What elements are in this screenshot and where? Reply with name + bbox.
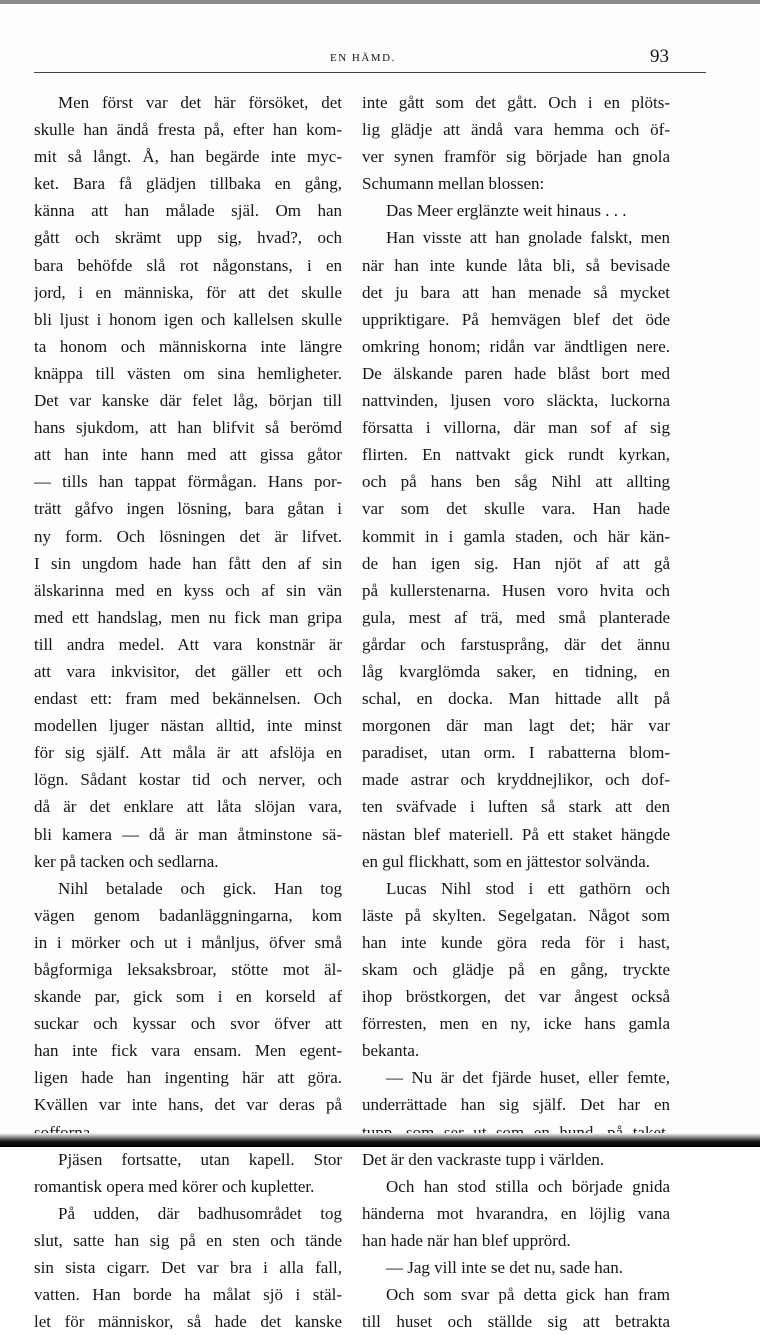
text-line: Kvällen var inte hans, det var deras på — [34, 1095, 342, 1115]
text-line: var som det skulle vara. Han hade — [362, 499, 670, 519]
text-line: bli ljust i honom igen och kallelsen skulle — [34, 309, 342, 329]
text-line: Det är den vackraste tupp i världen. — [362, 1149, 605, 1169]
text-line: knäppa till västen om sina hemligheter. — [34, 363, 342, 383]
text-line: ten sväfvade i luften så stark att den — [362, 797, 670, 817]
text-line: hans sjukdom, att han blifvit så berömd — [34, 418, 342, 438]
text-line: Men först var det här försöket, det — [58, 93, 342, 112]
text-line: ker på tacken och sedlarna. — [34, 851, 219, 871]
text-line: endast ett: fram med bekännelsen. Och — [34, 689, 342, 709]
text-line: — Nu är det fjärde huset, eller femte, — [386, 1068, 670, 1088]
text-line: då är det enklare att låta slöjan vara, — [34, 797, 342, 817]
text-line: när han inte kunde låta bli, så bevisade — [362, 255, 670, 275]
text-line: Lucas Nihl stod i ett gathörn och — [386, 878, 670, 898]
text-line: skam och glädje på en gång, tryckte — [362, 960, 670, 979]
text-line: han hade när han blef upprörd. — [362, 1230, 571, 1250]
text-line: ligen hade han ingenting här att göra. — [34, 1068, 342, 1088]
text-line: lig glädje att ändå vara hemma och öf- — [362, 120, 670, 140]
text-line: — Jag vill inte se det nu, sade han. — [386, 1258, 624, 1278]
text-line: let för människor, så hade det kanske — [34, 1312, 342, 1332]
text-line: Han visste att han gnolade falskt, men — [386, 228, 670, 248]
text-line: lögn. Sådant kostar tid och nerver, och — [34, 770, 342, 790]
text-line: han inte kunde göra reda för i hast, — [362, 932, 670, 952]
text-line: nästan blef materiell. På ett staket hängde — [362, 824, 670, 844]
text-line: De älskande paren hade blåst bort med — [362, 363, 670, 383]
text-line: och på hans ben såg Nihl att allting — [362, 472, 670, 492]
text-line: älskarinna med en kyss och af sin vän — [34, 580, 342, 600]
text-line: läste på skylten. Segelgatan. Något som — [362, 905, 670, 925]
text-line: bågformiga leksaksbroar, stötte mot äl- — [34, 960, 342, 979]
text-line: till huset och ställde sig att betrakta — [362, 1312, 670, 1332]
text-line: vägen genom badanläggningarna, kom — [34, 905, 342, 925]
text-line: mit så långt. Å, han begärde inte myc- — [34, 147, 342, 167]
text-line: in i mörker och ut i månljus, öfver små — [34, 932, 342, 952]
text-line: På udden, där badhusområdet tog — [58, 1203, 342, 1223]
text-line: de han igen sig. Han njöt af att gå — [362, 553, 670, 573]
text-line: förresten, men en ny, icke hans gamla — [362, 1014, 670, 1034]
text-line: ny form. Och lösningen det är lifvet. — [34, 526, 342, 546]
text-line: en gul flickhatt, som en jättestor solvända. — [362, 851, 650, 871]
text-line: uppriktigare. På hemvägen blef det öde — [362, 309, 670, 329]
text-line: jord, i en människa, för att det skulle — [34, 282, 342, 302]
text-line: gula, mest af trä, med små planterade — [362, 607, 670, 627]
text-line: skulle han ändå fresta på, efter han kom- — [34, 120, 342, 140]
text-line: bli kamera — då är man åtminstone sä- — [34, 824, 342, 844]
text-line: Det var kanske där felet låg, början till — [34, 391, 342, 411]
text-line: bekanta. — [362, 1041, 420, 1061]
text-line: att vara inkvisitor, det gäller ett och — [34, 661, 342, 681]
text-line: underrättade han sig själf. Det har en — [362, 1095, 670, 1115]
right-text-column — [362, 89, 670, 1335]
text-line: sin sista cigarr. Det var bra i alla fall, — [34, 1258, 342, 1278]
text-line: gårdar och farstusprång, där det ännu — [362, 634, 670, 654]
text-line: schal, en docka. Man hittade allt på — [362, 689, 670, 709]
text-line: bara behöfde slå rot någonstans, i en — [34, 255, 342, 275]
header-rule — [34, 72, 706, 73]
running-head: EN HÄMD. — [330, 52, 396, 64]
page-number: 93 — [650, 46, 669, 67]
text-line: trätt gåfvo ingen lösning, bara gåtan i — [34, 499, 342, 519]
text-line: Das Meer erglänzte weit hinaus . . . — [386, 201, 627, 221]
text-line: Och han stod stilla och började gnida — [386, 1176, 670, 1196]
text-line: — tills han tappat förmågan. Hans por- — [34, 472, 342, 492]
text-line: Pjäsen fortsatte, utan kapell. Stor — [58, 1149, 342, 1169]
text-line: paradiset, utan orm. I rabatterna blom- — [362, 743, 670, 763]
text-line: att han inte hann med att gissa gåtor — [34, 445, 342, 465]
text-line: ta honom och människorna inte längre — [34, 336, 342, 356]
text-line: kommit in i gamla staden, och här kän- — [362, 526, 670, 546]
text-line: ihop bröstkorgen, det var ångest också — [362, 987, 670, 1007]
text-line: modellen ljuger nästan alltid, inte minst — [34, 716, 342, 736]
text-line: gått och skrämt upp sig, hvad?, och — [34, 228, 342, 248]
text-line: skande par, gick som i en korseld af — [34, 987, 342, 1007]
text-line: Nihl betalade och gick. Han tog — [58, 878, 342, 898]
text-line: inte gått som det gått. Och i en plöts- — [362, 93, 670, 112]
text-line: för sig själf. Att måla är att afslöja en — [34, 743, 342, 763]
text-line: vatten. Han borde ha målat sjö i stäl- — [34, 1285, 342, 1305]
text-line: till andra medel. Att vara konstnär är — [34, 634, 342, 654]
text-line: romantisk opera med körer och kupletter. — [34, 1176, 315, 1196]
text-line: slut, satte han sig på en sten och tände — [34, 1230, 342, 1250]
text-line: händerna mot hvarandra, en löjlig vana — [362, 1203, 670, 1223]
text-line: låg kvarglömda saker, en tidning, en — [362, 661, 670, 681]
text-line: med ett handslag, men nu fick man gripa — [34, 607, 342, 627]
text-line: försatta i villorna, där man sof af sig — [362, 418, 670, 438]
text-line: Schumann mellan blossen: — [362, 174, 545, 194]
text-line: ver synen framför sig började han gnola — [362, 147, 670, 167]
text-line: nattvinden, ljusen voro släckta, luckorna — [362, 391, 670, 411]
text-line: omkring honom; ridån var ändtligen nere. — [362, 336, 670, 356]
scan-bottom-edge — [0, 1133, 760, 1147]
text-line: på kullerstenarna. Husen voro hvita och — [362, 580, 670, 600]
text-line: made astrar och kryddnejlikor, och dof- — [362, 770, 670, 790]
text-line: morgonen där man lagt det; här var — [362, 716, 670, 736]
text-line: han inte fick vara ensam. Men egent- — [34, 1041, 342, 1061]
text-line: känna att han målade själ. Om han — [34, 201, 342, 221]
text-line: flirten. En nattvakt gick rundt kyrkan, — [362, 445, 670, 465]
text-line: det ju bara att han menade så mycket — [362, 282, 670, 302]
left-text-column — [34, 89, 342, 1335]
text-line: Och som svar på detta gick han fram — [386, 1285, 670, 1305]
scan-top-edge — [0, 0, 760, 4]
text-line: suckar och kyssar och svor öfver att — [34, 1014, 342, 1034]
text-line: I sin ungdom hade han fått den af sin — [34, 553, 342, 573]
text-line: ket. Bara få glädjen tillbaka en gång, — [34, 174, 342, 194]
